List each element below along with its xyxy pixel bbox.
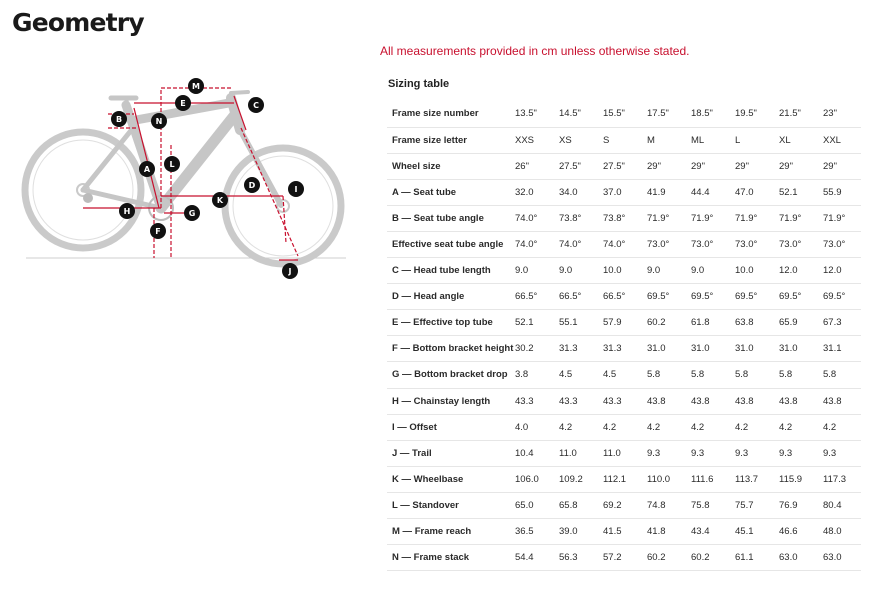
table-cell: 29" — [686, 153, 730, 179]
table-cell: 9.3 — [686, 440, 730, 466]
marker-d-label: D — [248, 181, 256, 190]
table-cell: 73.0° — [818, 231, 861, 257]
row-label: I — Offset — [387, 414, 510, 440]
table-cell: 73.8° — [554, 205, 598, 231]
table-cell: 12.0 — [774, 258, 818, 284]
table-row — [387, 519, 861, 545]
marker-a — [139, 161, 155, 177]
table-row — [387, 466, 861, 492]
table-cell: 31.0 — [774, 336, 818, 362]
table-cell: 74.0° — [554, 231, 598, 257]
table-cell: 4.2 — [686, 414, 730, 440]
table-cell: 4.2 — [554, 414, 598, 440]
table-cell: 111.6 — [686, 466, 730, 492]
table-cell: 75.8 — [686, 492, 730, 518]
table-cell: 56.3 — [554, 545, 598, 571]
table-cell: 117.3 — [818, 466, 861, 492]
table-cell: XL — [774, 127, 818, 153]
measurement-notice: All measurements provided in cm unless otherwise stated. — [380, 44, 690, 58]
table-cell: 106.0 — [510, 466, 554, 492]
table-cell: 36.5 — [510, 519, 554, 545]
table-cell: 29" — [818, 153, 861, 179]
table-cell: 37.0 — [598, 179, 642, 205]
table-cell: 71.9° — [818, 205, 861, 231]
table-cell: 61.1 — [730, 545, 774, 571]
table-cell: 14.5" — [554, 101, 598, 127]
marker-j-label: J — [288, 267, 292, 276]
table-cell: 5.8 — [642, 362, 686, 388]
table-row — [387, 101, 861, 127]
table-cell: 15.5" — [598, 101, 642, 127]
table-cell: 74.0° — [510, 205, 554, 231]
marker-g-label: G — [188, 209, 196, 218]
table-cell: 9.0 — [554, 258, 598, 284]
row-label: K — Wheelbase — [387, 466, 510, 492]
table-cell: 46.6 — [774, 519, 818, 545]
table-cell: 21.5" — [774, 101, 818, 127]
table-cell: 5.8 — [686, 362, 730, 388]
row-label: B — Seat tube angle — [387, 205, 510, 231]
marker-c-label: C — [253, 101, 259, 110]
table-row — [387, 179, 861, 205]
row-label: D — Head angle — [387, 284, 510, 310]
table-cell: 73.0° — [642, 231, 686, 257]
marker-f — [150, 223, 166, 239]
bike-geometry-diagram — [16, 68, 356, 288]
table-cell: 69.5° — [774, 284, 818, 310]
table-cell: 29" — [774, 153, 818, 179]
table-cell: 63.0 — [774, 545, 818, 571]
row-label: Effective seat tube angle — [387, 231, 510, 257]
table-cell: 31.1 — [818, 336, 861, 362]
table-cell: 3.8 — [510, 362, 554, 388]
table-cell: 4.5 — [554, 362, 598, 388]
table-row — [387, 414, 861, 440]
table-cell: 43.3 — [554, 388, 598, 414]
table-cell: M — [642, 127, 686, 153]
table-cell: 66.5° — [554, 284, 598, 310]
table-cell: 47.0 — [730, 179, 774, 205]
row-label: J — Trail — [387, 440, 510, 466]
table-cell: 57.9 — [598, 310, 642, 336]
marker-n — [151, 113, 167, 129]
table-cell: 52.1 — [774, 179, 818, 205]
table-cell: 9.3 — [818, 440, 861, 466]
row-label: M — Frame reach — [387, 519, 510, 545]
table-row — [387, 336, 861, 362]
table-cell: XS — [554, 127, 598, 153]
row-label: Frame size letter — [387, 127, 510, 153]
table-cell: 4.2 — [774, 414, 818, 440]
table-cell: 4.5 — [598, 362, 642, 388]
table-cell: 74.0° — [510, 231, 554, 257]
table-cell: 63.0 — [818, 545, 861, 571]
table-cell: 69.5° — [818, 284, 861, 310]
row-label: G — Bottom bracket drop — [387, 362, 510, 388]
table-cell: 44.4 — [686, 179, 730, 205]
marker-l — [164, 156, 180, 172]
table-row — [387, 440, 861, 466]
table-cell: 29" — [642, 153, 686, 179]
sizing-table — [387, 101, 861, 571]
table-cell: 31.3 — [598, 336, 642, 362]
table-cell: 71.9° — [642, 205, 686, 231]
table-cell: 4.2 — [598, 414, 642, 440]
marker-k — [212, 192, 228, 208]
row-label: H — Chainstay length — [387, 388, 510, 414]
table-cell: 69.2 — [598, 492, 642, 518]
row-label: N — Frame stack — [387, 545, 510, 571]
table-cell: 31.3 — [554, 336, 598, 362]
table-cell: 9.0 — [510, 258, 554, 284]
marker-i — [288, 181, 304, 197]
table-row — [387, 127, 861, 153]
table-cell: L — [730, 127, 774, 153]
table-row — [387, 310, 861, 336]
table-row — [387, 205, 861, 231]
marker-d — [244, 177, 260, 193]
marker-j — [282, 263, 298, 279]
table-cell: 69.5° — [730, 284, 774, 310]
marker-b-label: B — [115, 115, 123, 124]
table-cell: 41.9 — [642, 179, 686, 205]
table-cell: 65.9 — [774, 310, 818, 336]
table-cell: 17.5" — [642, 101, 686, 127]
table-cell: 109.2 — [554, 466, 598, 492]
row-label: L — Standover — [387, 492, 510, 518]
table-cell: 39.0 — [554, 519, 598, 545]
table-row — [387, 492, 861, 518]
table-cell: 74.0° — [598, 231, 642, 257]
table-cell: 60.2 — [642, 310, 686, 336]
table-cell: 19.5" — [730, 101, 774, 127]
table-cell: 41.8 — [642, 519, 686, 545]
table-cell: 30.2 — [510, 336, 554, 362]
table-cell: 27.5" — [554, 153, 598, 179]
table-cell: 110.0 — [642, 466, 686, 492]
table-cell: 43.3 — [598, 388, 642, 414]
table-cell: 69.5° — [686, 284, 730, 310]
table-row — [387, 231, 861, 257]
table-cell: 12.0 — [818, 258, 861, 284]
marker-l-label: L — [169, 160, 175, 169]
table-cell: 43.8 — [730, 388, 774, 414]
marker-h — [119, 203, 135, 219]
table-cell: 66.5° — [598, 284, 642, 310]
table-cell: 66.5° — [510, 284, 554, 310]
table-cell: 23" — [818, 101, 861, 127]
table-row — [387, 258, 861, 284]
table-cell: 5.8 — [774, 362, 818, 388]
table-cell: 67.3 — [818, 310, 861, 336]
table-cell: 26" — [510, 153, 554, 179]
table-cell: 9.3 — [774, 440, 818, 466]
table-cell: XXL — [818, 127, 861, 153]
table-cell: 112.1 — [598, 466, 642, 492]
table-cell: 52.1 — [510, 310, 554, 336]
table-row — [387, 545, 861, 571]
table-cell: 60.2 — [686, 545, 730, 571]
marker-g — [184, 205, 200, 221]
sizing-table-caption: Sizing table — [388, 78, 450, 90]
page-title: Geometry — [12, 8, 144, 37]
table-cell: 75.7 — [730, 492, 774, 518]
table-cell: 9.0 — [642, 258, 686, 284]
table-row — [387, 388, 861, 414]
table-cell: 11.0 — [598, 440, 642, 466]
table-cell: 10.4 — [510, 440, 554, 466]
table-cell: 69.5° — [642, 284, 686, 310]
table-cell: 27.5" — [598, 153, 642, 179]
table-cell: 63.8 — [730, 310, 774, 336]
marker-h-label: H — [123, 207, 131, 216]
row-label: C — Head tube length — [387, 258, 510, 284]
table-cell: 10.0 — [598, 258, 642, 284]
table-cell: 13.5" — [510, 101, 554, 127]
table-cell: 9.3 — [730, 440, 774, 466]
table-cell: 31.0 — [730, 336, 774, 362]
table-cell: 4.2 — [642, 414, 686, 440]
marker-m-label: M — [192, 82, 200, 91]
marker-f-label: F — [155, 227, 161, 236]
table-cell: 10.0 — [730, 258, 774, 284]
table-cell: 43.8 — [642, 388, 686, 414]
table-cell: 73.0° — [686, 231, 730, 257]
table-cell: 31.0 — [642, 336, 686, 362]
row-label: Wheel size — [387, 153, 510, 179]
table-cell: 4.0 — [510, 414, 554, 440]
table-cell: 54.4 — [510, 545, 554, 571]
table-cell: 60.2 — [642, 545, 686, 571]
table-cell: 65.0 — [510, 492, 554, 518]
marker-m — [188, 78, 204, 94]
table-cell: 11.0 — [554, 440, 598, 466]
marker-a-label: A — [143, 165, 151, 174]
table-cell: 74.8 — [642, 492, 686, 518]
table-cell: 5.8 — [730, 362, 774, 388]
table-cell: 9.0 — [686, 258, 730, 284]
table-row — [387, 362, 861, 388]
rear-derailleur — [83, 193, 93, 203]
marker-e-label: E — [180, 99, 186, 108]
table-row — [387, 284, 861, 310]
table-cell: XXS — [510, 127, 554, 153]
table-cell: 43.4 — [686, 519, 730, 545]
table-cell: 55.1 — [554, 310, 598, 336]
table-cell: 73.0° — [730, 231, 774, 257]
table-cell: 43.8 — [818, 388, 861, 414]
table-cell: 29" — [730, 153, 774, 179]
table-cell: 57.2 — [598, 545, 642, 571]
marker-i-label: I — [294, 185, 298, 194]
table-cell: 4.2 — [818, 414, 861, 440]
row-label: F — Bottom bracket height — [387, 336, 510, 362]
marker-c — [248, 97, 264, 113]
table-cell: 71.9° — [774, 205, 818, 231]
table-cell: 73.8° — [598, 205, 642, 231]
table-cell: 113.7 — [730, 466, 774, 492]
row-label: Frame size number — [387, 101, 510, 127]
table-cell: 115.9 — [774, 466, 818, 492]
table-row — [387, 153, 861, 179]
table-cell: 65.8 — [554, 492, 598, 518]
table-cell: 61.8 — [686, 310, 730, 336]
table-cell: 76.9 — [774, 492, 818, 518]
marker-n-label: N — [155, 117, 163, 126]
table-cell: 5.8 — [818, 362, 861, 388]
table-cell: ML — [686, 127, 730, 153]
table-cell: 71.9° — [686, 205, 730, 231]
table-cell: 73.0° — [774, 231, 818, 257]
row-label: E — Effective top tube — [387, 310, 510, 336]
table-cell: 18.5" — [686, 101, 730, 127]
sizing-table-body — [387, 101, 861, 571]
table-cell: 43.8 — [774, 388, 818, 414]
row-label: A — Seat tube — [387, 179, 510, 205]
table-cell: 71.9° — [730, 205, 774, 231]
table-cell: 31.0 — [686, 336, 730, 362]
table-cell: 48.0 — [818, 519, 861, 545]
table-cell: 34.0 — [554, 179, 598, 205]
marker-k-label: K — [216, 196, 224, 205]
table-cell: 43.3 — [510, 388, 554, 414]
marker-e — [175, 95, 191, 111]
table-cell: 43.8 — [686, 388, 730, 414]
table-cell: 45.1 — [730, 519, 774, 545]
table-cell: 4.2 — [730, 414, 774, 440]
table-cell: 55.9 — [818, 179, 861, 205]
table-cell: S — [598, 127, 642, 153]
table-cell: 41.5 — [598, 519, 642, 545]
table-cell: 80.4 — [818, 492, 861, 518]
table-cell: 9.3 — [642, 440, 686, 466]
table-cell: 32.0 — [510, 179, 554, 205]
marker-b — [111, 111, 127, 127]
